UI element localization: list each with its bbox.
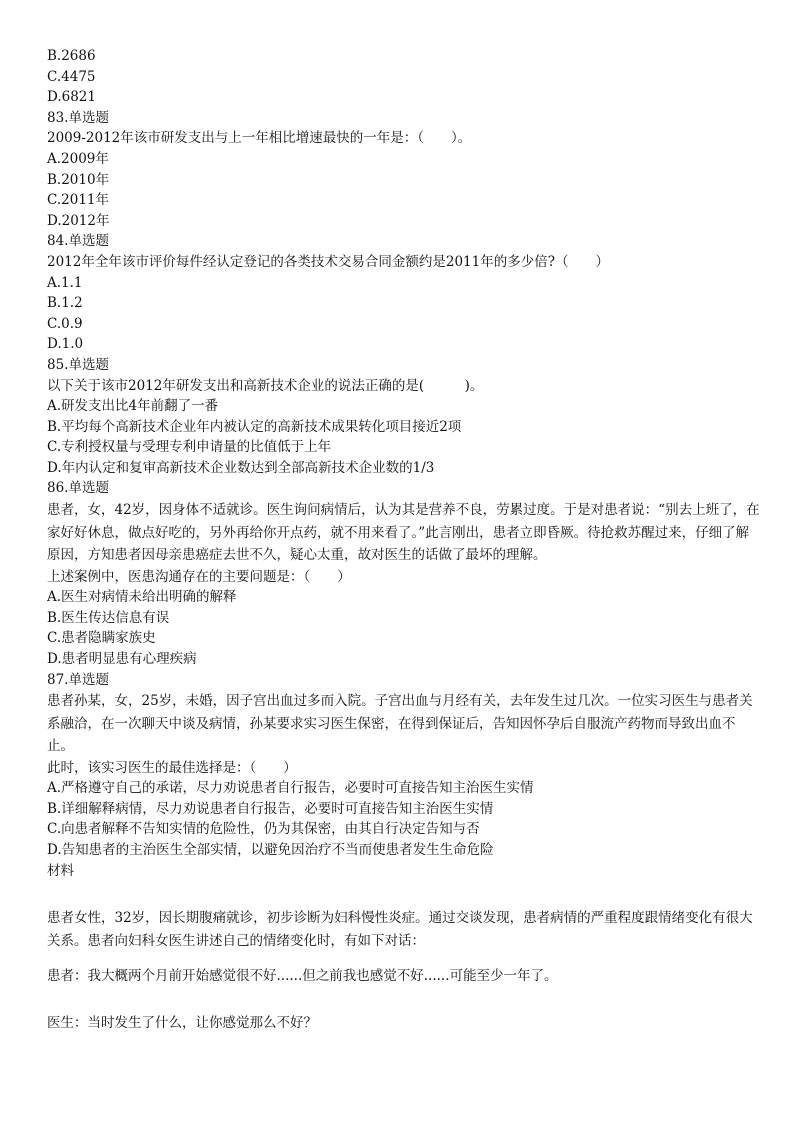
material-intro: 患者女性，32岁，因长期腹痛就诊，初步诊断为妇科慢性炎症。通过交谈发现，患者病情的严重程度跟情绪变化有很大关系。患者向妇科女医生讲述自己的情绪变化时，有如下对话： [47, 910, 753, 949]
question-85-option-a: A.研发支出比4年前翻了一番 [47, 398, 219, 415]
question-87-case: 患者孙某，女，25岁，未婚，因子宫出血过多而入院。子宫出血与月经有关，去年发生过几次。一位实习医生与患者关系融洽，在一次聊天中谈及病情，孙某要求实习医生保密，在得到保证后，告知因怀孕后自服流产药物而导致出血不止。 [47, 693, 753, 755]
question-87-stem: 此时，该实习医生的最佳选择是：（ ） [47, 759, 297, 776]
document-page [47, 46, 762, 1033]
question-84-option-a: A.1.1 [47, 274, 83, 291]
question-84-option-b: B.1.2 [47, 295, 83, 312]
question-85-header: 85.单选题 [47, 356, 109, 373]
option-d: D.6821 [47, 89, 96, 106]
question-87-option-c: C.向患者解释不告知实情的危险性，仍为其保密，由其自行决定告知与否 [47, 821, 480, 838]
question-83-header: 83.单选题 [47, 109, 109, 126]
question-86-option-b: B.医生传达信息有误 [47, 609, 170, 626]
question-84-stem: 2012年全年该市评价每件经认定登记的各类技术交易合同金额约是2011年的多少倍?（ ） [47, 253, 609, 270]
question-87-option-d: D.告知患者的主治医生全部实情，以避免因治疗不当而使患者发生生命危险 [47, 842, 494, 858]
question-86-option-a: A.医生对病情未给出明确的解释 [47, 589, 237, 606]
question-85-option-c: C.专利授权量与受理专利申请量的比值低于上年 [47, 439, 332, 456]
question-87-option-b: B.详细解释病情，尽力劝说患者自行报告，必要时可直接告知主治医生实情 [47, 800, 494, 817]
material-dialog-patient: 患者：我大概两个月前开始感觉很不好......但之前我也感觉不好......可能至少一年了。 [47, 968, 558, 985]
question-83-stem: 2009-2012年该市研发支出与上一年相比增速最快的一年是：（ ）。 [47, 130, 472, 147]
question-83-option-a: A.2009年 [47, 150, 109, 167]
question-83-option-d: D.2012年 [47, 212, 110, 229]
question-85-option-d: D.年内认定和复审高新技术企业数达到全部高新技术企业数的1/3 [47, 459, 435, 476]
option-b: B.2686 [47, 48, 96, 64]
question-83-option-b: B.2010年 [47, 171, 110, 188]
question-86-option-d: D.患者明显患有心理疾病 [47, 650, 197, 667]
question-84-option-d: D.1.0 [47, 336, 84, 353]
question-85-stem: 以下关于该市2012年研发支出和高新技术企业的说法正确的是( )。 [47, 377, 484, 394]
question-85-option-b: B.平均每个高新技术企业年内被认定的高新技术成果转化项目接近2项 [47, 418, 462, 435]
question-87-header: 87.单选题 [47, 671, 109, 688]
material-dialog-doctor: 医生：当时发生了什么，让你感觉那么不好？ [47, 1014, 317, 1031]
question-86-stem: 上述案例中，医患沟通存在的主要问题是：（ ） [47, 568, 351, 585]
material-label: 材料 [47, 862, 74, 879]
question-84-header: 84.单选题 [47, 233, 109, 250]
question-83-option-c: C.2011年 [47, 192, 109, 209]
question-87-option-a: A.严格遵守自己的承诺，尽力劝说患者自行报告，必要时可直接告知主治医生实情 [47, 780, 534, 797]
question-86-case: 患者，女，42岁，因身体不适就诊。医生询问病情后，认为其是营养不良，劳累过度。于是对患者说：“别去上班了，在家好好休息，做点好吃的，另外再给你开点药，就不用来看了。”此言刚出，患者立即昏厥。待抢救苏醒过来，仔细了解原因，方知患者因母亲患癌症去世不久，疑心太重，故对医生的话做了最坏的理解。 [47, 502, 760, 564]
option-c: C.4475 [47, 68, 96, 85]
question-86-header: 86.单选题 [47, 480, 109, 497]
question-86-option-c: C.患者隐瞒家族史 [47, 630, 156, 647]
question-84-option-c: C.0.9 [47, 315, 83, 332]
